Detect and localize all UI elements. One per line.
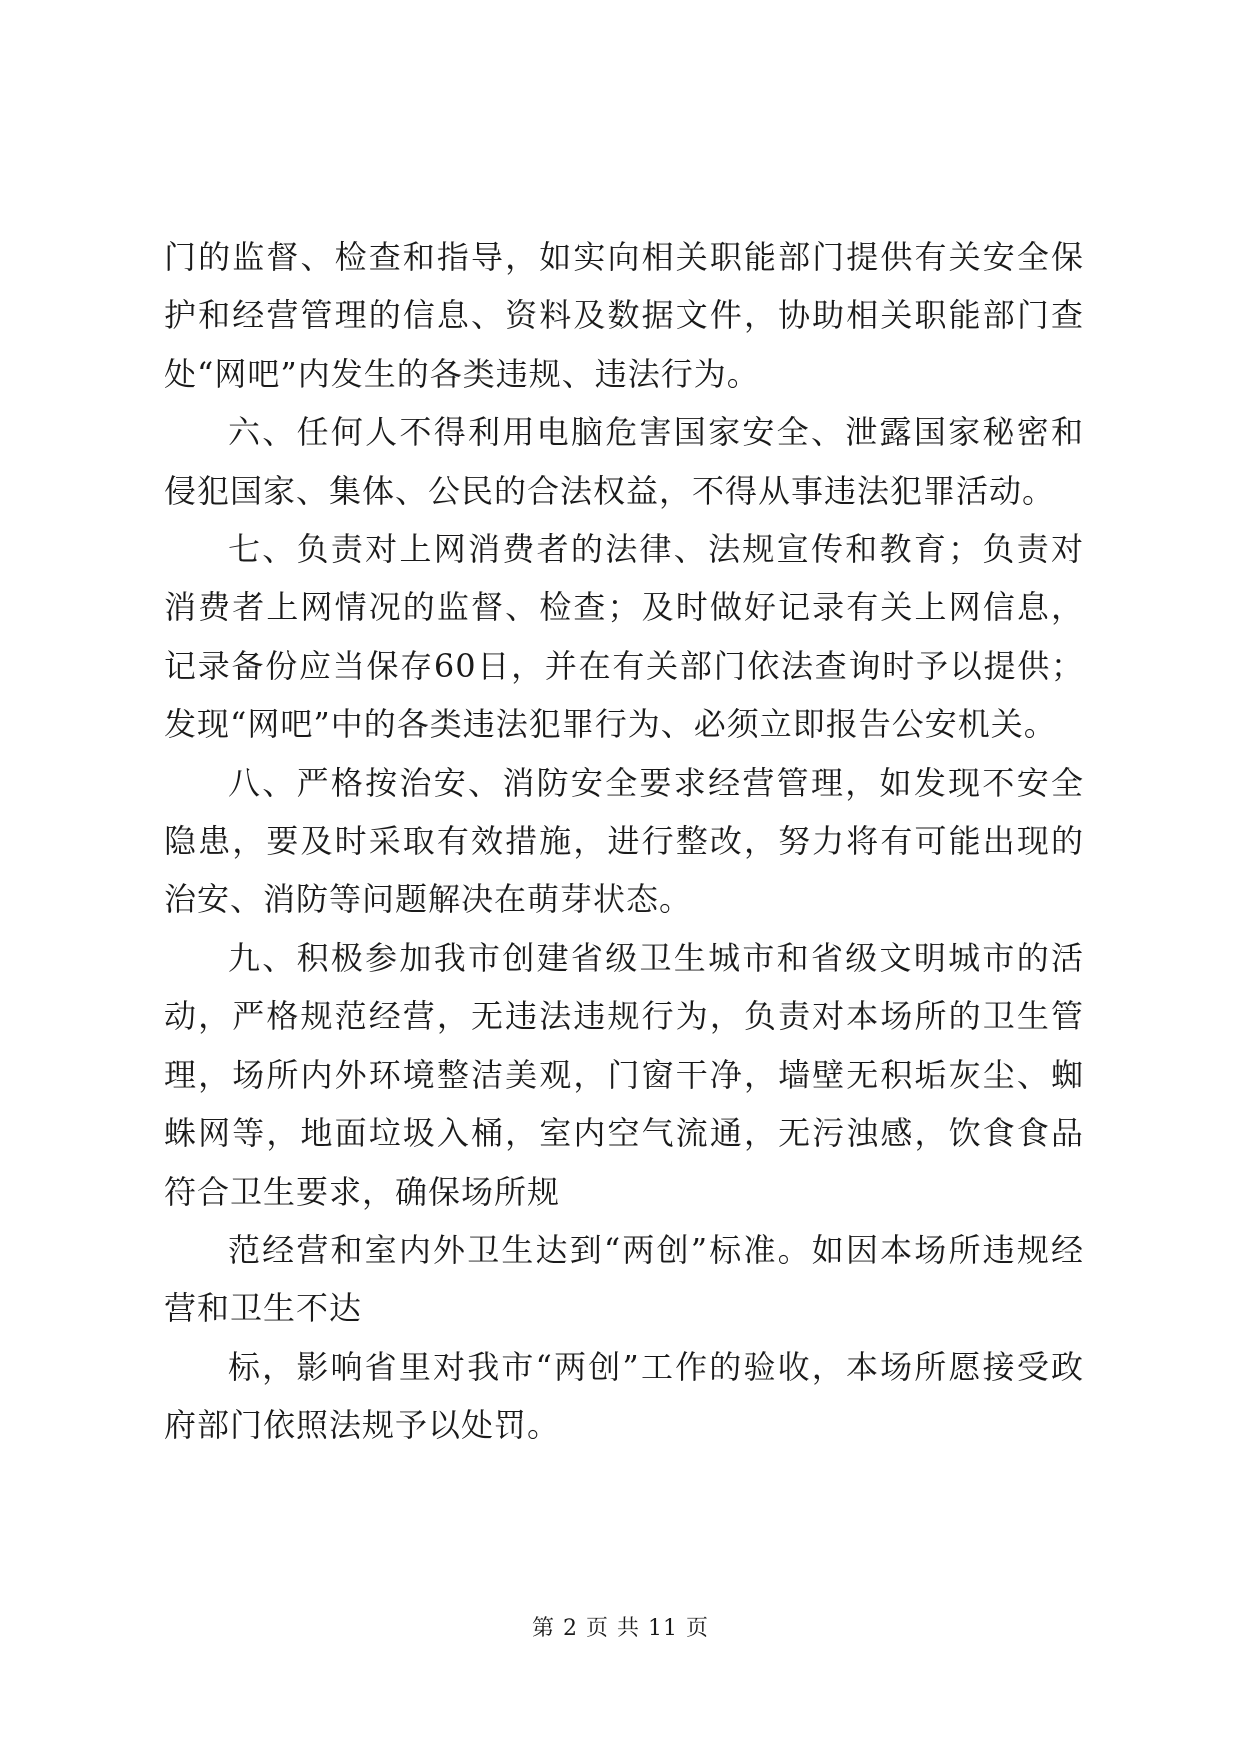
paragraph-fragment-1: 范经营和室内外卫生达到“两创”标准。如因本场所违规经营和卫生不达 [164, 1230, 1084, 1328]
document-body [164, 228, 1084, 1455]
page-number-footer: 第 2 页 共 11 页 [532, 1616, 709, 1641]
paragraph-continuation: 门的监督、检查和指导，如实向相关职能部门提供有关安全保护和经营管理的信息、资料及数据文件，协助相关职能部门查处“网吧”内发生的各类违规、违法行为。 [164, 238, 1084, 393]
paragraph-item-9: 九、积极参加我市创建省级卫生城市和省级文明城市的活动，严格规范经营，无违法违规行为，负责对本场所的卫生管理，场所内外环境整洁美观，门窗干净，墙壁无积垢灰尘、蜘蛛网等，地面垃圾入桶，室内空气流通，无污浊感，饮食食品符合卫生要求，确保场所规 [164, 938, 1084, 1211]
paragraph-item-6: 六、任何人不得利用电脑危害国家安全、泄露国家秘密和侵犯国家、集体、公民的合法权益，不得从事违法犯罪活动。 [164, 413, 1084, 510]
paragraph-item-7: 七、负责对上网消费者的法律、法规宣传和教育；负责对消费者上网情况的监督、检查；及时做好记录有关上网信息，记录备份应当保存60日，并在有关部门依法查询时予以提供；发现“网吧”中的各类违法犯罪行为、必须立即报告公安机关。 [164, 530, 1084, 744]
paragraph-item-8: 八、严格按治安、消防安全要求经营管理，如发现不安全隐患，要及时采取有效措施，进行整改，努力将有可能出现的治安、消防等问题解决在萌芽状态。 [164, 763, 1084, 919]
paragraph-fragment-2: 标，影响省里对我市“两创”工作的验收，本场所愿接受政府部门依照法规予以处罚。 [164, 1347, 1084, 1445]
